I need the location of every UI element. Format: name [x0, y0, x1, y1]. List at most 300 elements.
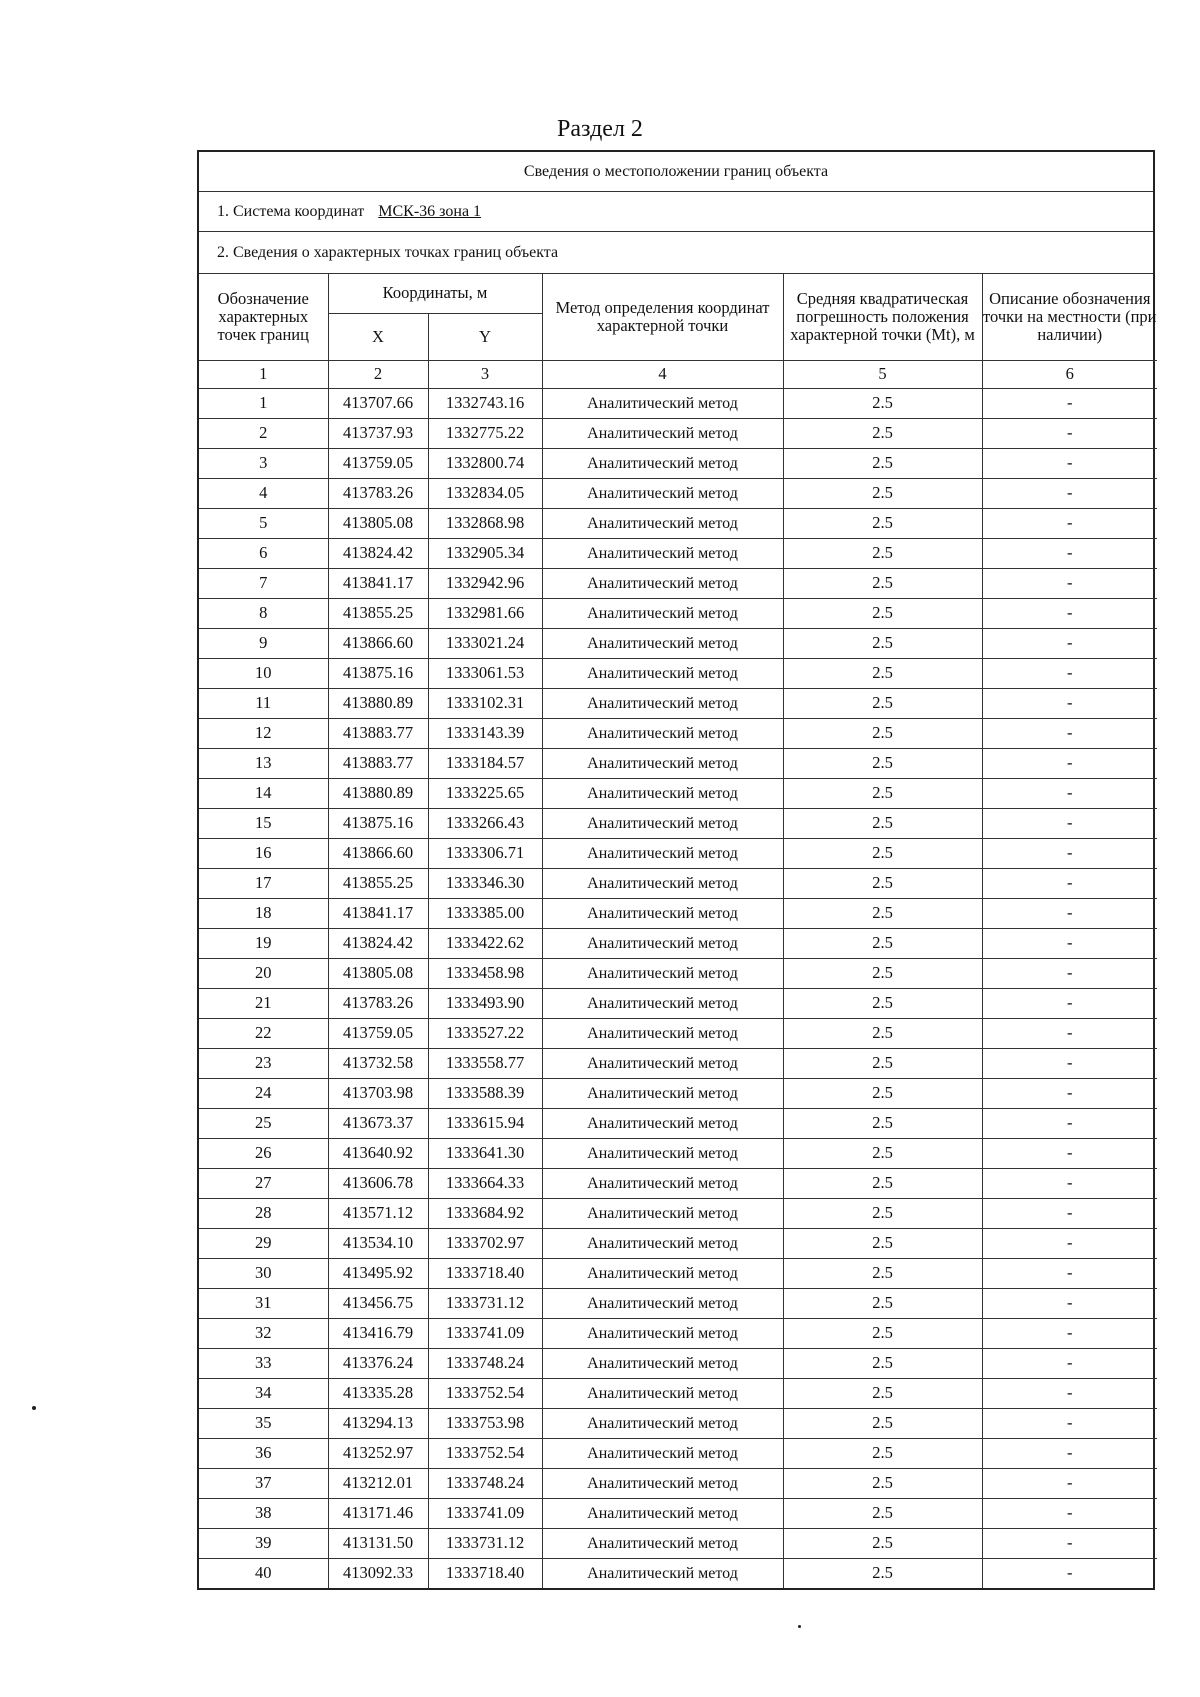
method-cell: Аналитический метод [542, 929, 783, 959]
point-number: 3 [199, 449, 328, 479]
description-value: - [982, 809, 1157, 839]
accuracy-value: 2.5 [783, 839, 982, 869]
method-cell: Аналитический метод [542, 1499, 783, 1529]
header-y: Y [428, 314, 542, 361]
coord-y: 1332868.98 [428, 509, 542, 539]
coord-y: 1332775.22 [428, 419, 542, 449]
coord-x: 413783.26 [328, 479, 428, 509]
description-value: - [982, 509, 1157, 539]
table-row [199, 389, 1157, 419]
column-number: 5 [783, 361, 982, 389]
method-cell: Аналитический метод [542, 1289, 783, 1319]
point-number: 5 [199, 509, 328, 539]
point-number: 34 [199, 1379, 328, 1409]
point-number: 8 [199, 599, 328, 629]
description-value: - [982, 389, 1157, 419]
point-number: 16 [199, 839, 328, 869]
coord-x: 413456.75 [328, 1289, 428, 1319]
header-coordinates: Координаты, м [328, 274, 542, 314]
coord-y: 1333184.57 [428, 749, 542, 779]
description-value: - [982, 839, 1157, 869]
coord-x: 413606.78 [328, 1169, 428, 1199]
coord-x: 413759.05 [328, 449, 428, 479]
coord-x: 413855.25 [328, 869, 428, 899]
description-value: - [982, 419, 1157, 449]
coord-y: 1333225.65 [428, 779, 542, 809]
method-cell: Аналитический метод [542, 1079, 783, 1109]
accuracy-value: 2.5 [783, 989, 982, 1019]
point-number: 26 [199, 1139, 328, 1169]
point-number: 24 [199, 1079, 328, 1109]
table-row [199, 479, 1157, 509]
table-row [199, 959, 1157, 989]
point-number: 36 [199, 1439, 328, 1469]
method-cell: Аналитический метод [542, 1379, 783, 1409]
coord-y: 1333741.09 [428, 1319, 542, 1349]
coord-y: 1333748.24 [428, 1469, 542, 1499]
accuracy-value: 2.5 [783, 1169, 982, 1199]
method-cell: Аналитический метод [542, 599, 783, 629]
coord-x: 413212.01 [328, 1469, 428, 1499]
description-value: - [982, 479, 1157, 509]
method-cell: Аналитический метод [542, 1259, 783, 1289]
description-value: - [982, 1079, 1157, 1109]
description-value: - [982, 1469, 1157, 1499]
description-value: - [982, 1229, 1157, 1259]
method-cell: Аналитический метод [542, 869, 783, 899]
description-value: - [982, 1529, 1157, 1559]
point-number: 20 [199, 959, 328, 989]
table-row [199, 449, 1157, 479]
accuracy-value: 2.5 [783, 1139, 982, 1169]
accuracy-value: 2.5 [783, 1079, 982, 1109]
table-row [199, 629, 1157, 659]
method-cell: Аналитический метод [542, 389, 783, 419]
coord-x: 413783.26 [328, 989, 428, 1019]
coord-y: 1333641.30 [428, 1139, 542, 1169]
accuracy-value: 2.5 [783, 749, 982, 779]
point-number: 23 [199, 1049, 328, 1079]
method-cell: Аналитический метод [542, 1319, 783, 1349]
point-number: 32 [199, 1319, 328, 1349]
coord-x: 413171.46 [328, 1499, 428, 1529]
coord-x: 413841.17 [328, 899, 428, 929]
description-value: - [982, 1049, 1157, 1079]
accuracy-value: 2.5 [783, 899, 982, 929]
coord-x: 413131.50 [328, 1529, 428, 1559]
description-value: - [982, 719, 1157, 749]
coord-x: 413495.92 [328, 1259, 428, 1289]
point-number: 39 [199, 1529, 328, 1559]
accuracy-value: 2.5 [783, 449, 982, 479]
coord-x: 413252.97 [328, 1439, 428, 1469]
coord-y: 1333527.22 [428, 1019, 542, 1049]
table-row [199, 1019, 1157, 1049]
coord-x: 413883.77 [328, 719, 428, 749]
method-cell: Аналитический метод [542, 1529, 783, 1559]
coord-y: 1333684.92 [428, 1199, 542, 1229]
point-number: 29 [199, 1229, 328, 1259]
header-accuracy: Средняя квадратическая погрешность положения характерной точки (Mt), м [783, 274, 982, 361]
coord-x: 413880.89 [328, 689, 428, 719]
point-number: 11 [199, 689, 328, 719]
description-value: - [982, 1199, 1157, 1229]
description-value: - [982, 1019, 1157, 1049]
accuracy-value: 2.5 [783, 1439, 982, 1469]
coord-x: 413855.25 [328, 599, 428, 629]
method-cell: Аналитический метод [542, 1049, 783, 1079]
table-row [199, 749, 1157, 779]
accuracy-value: 2.5 [783, 1409, 982, 1439]
header-method: Метод определения координат характерной точки [542, 274, 783, 361]
point-number: 31 [199, 1289, 328, 1319]
method-cell: Аналитический метод [542, 1439, 783, 1469]
coord-y: 1333558.77 [428, 1049, 542, 1079]
accuracy-value: 2.5 [783, 389, 982, 419]
description-value: - [982, 1559, 1157, 1589]
accuracy-value: 2.5 [783, 1019, 982, 1049]
point-number: 1 [199, 389, 328, 419]
table-row [199, 1199, 1157, 1229]
point-number: 12 [199, 719, 328, 749]
table-row [199, 1529, 1157, 1559]
coord-x: 413294.13 [328, 1409, 428, 1439]
table-row [199, 929, 1157, 959]
method-cell: Аналитический метод [542, 1469, 783, 1499]
method-cell: Аналитический метод [542, 1199, 783, 1229]
accuracy-value: 2.5 [783, 599, 982, 629]
accuracy-value: 2.5 [783, 1289, 982, 1319]
accuracy-value: 2.5 [783, 1229, 982, 1259]
method-cell: Аналитический метод [542, 809, 783, 839]
table-row [199, 1289, 1157, 1319]
accuracy-value: 2.5 [783, 1259, 982, 1289]
table-row [199, 1319, 1157, 1349]
coord-y: 1333102.31 [428, 689, 542, 719]
header-designation: Обозначение характерных точек границ [199, 274, 328, 361]
coord-system-label: 1. Система координат [217, 202, 365, 220]
table-row [199, 719, 1157, 749]
table-row [199, 509, 1157, 539]
coord-y: 1332834.05 [428, 479, 542, 509]
point-number: 2 [199, 419, 328, 449]
method-cell: Аналитический метод [542, 1409, 783, 1439]
coord-system-row [199, 192, 1153, 232]
method-cell: Аналитический метод [542, 1559, 783, 1589]
point-number: 15 [199, 809, 328, 839]
description-value: - [982, 749, 1157, 779]
coord-x: 413883.77 [328, 749, 428, 779]
point-number: 28 [199, 1199, 328, 1229]
accuracy-value: 2.5 [783, 779, 982, 809]
point-number: 40 [199, 1559, 328, 1589]
method-cell: Аналитический метод [542, 629, 783, 659]
accuracy-value: 2.5 [783, 629, 982, 659]
coord-y: 1332743.16 [428, 389, 542, 419]
accuracy-value: 2.5 [783, 1349, 982, 1379]
description-value: - [982, 899, 1157, 929]
accuracy-value: 2.5 [783, 1529, 982, 1559]
header-x: X [328, 314, 428, 361]
description-value: - [982, 569, 1157, 599]
accuracy-value: 2.5 [783, 1469, 982, 1499]
accuracy-value: 2.5 [783, 1319, 982, 1349]
description-value: - [982, 1499, 1157, 1529]
point-number: 38 [199, 1499, 328, 1529]
description-value: - [982, 599, 1157, 629]
point-number: 21 [199, 989, 328, 1019]
point-number: 27 [199, 1169, 328, 1199]
table-row [199, 1559, 1157, 1589]
coord-x: 413335.28 [328, 1379, 428, 1409]
description-value: - [982, 929, 1157, 959]
accuracy-value: 2.5 [783, 419, 982, 449]
accuracy-value: 2.5 [783, 1049, 982, 1079]
description-value: - [982, 449, 1157, 479]
accuracy-value: 2.5 [783, 959, 982, 989]
point-number: 30 [199, 1259, 328, 1289]
column-number: 6 [982, 361, 1157, 389]
coord-x: 413805.08 [328, 959, 428, 989]
coord-y: 1333061.53 [428, 659, 542, 689]
coord-x: 413673.37 [328, 1109, 428, 1139]
table-row [199, 839, 1157, 869]
method-cell: Аналитический метод [542, 479, 783, 509]
coord-x: 413416.79 [328, 1319, 428, 1349]
table-row [199, 1349, 1157, 1379]
coord-x: 413824.42 [328, 929, 428, 959]
table-row [199, 419, 1157, 449]
points-heading: 2. Сведения о характерных точках границ объекта [199, 232, 1153, 274]
coord-y: 1333346.30 [428, 869, 542, 899]
method-cell: Аналитический метод [542, 1109, 783, 1139]
coord-y: 1333753.98 [428, 1409, 542, 1439]
scan-speck [798, 1625, 801, 1628]
description-value: - [982, 1439, 1157, 1469]
method-cell: Аналитический метод [542, 569, 783, 599]
point-number: 13 [199, 749, 328, 779]
coord-x: 413376.24 [328, 1349, 428, 1379]
coord-x: 413092.33 [328, 1559, 428, 1589]
point-number: 17 [199, 869, 328, 899]
form-heading: Сведения о местоположении границ объекта [199, 152, 1153, 192]
coord-x: 413759.05 [328, 1019, 428, 1049]
description-value: - [982, 869, 1157, 899]
coord-y: 1333718.40 [428, 1559, 542, 1589]
description-value: - [982, 539, 1157, 569]
coord-x: 413805.08 [328, 509, 428, 539]
coord-y: 1333143.39 [428, 719, 542, 749]
description-value: - [982, 1139, 1157, 1169]
table-row [199, 689, 1157, 719]
method-cell: Аналитический метод [542, 959, 783, 989]
coord-y: 1332800.74 [428, 449, 542, 479]
coord-x: 413707.66 [328, 389, 428, 419]
method-cell: Аналитический метод [542, 1169, 783, 1199]
coord-y: 1333385.00 [428, 899, 542, 929]
accuracy-value: 2.5 [783, 479, 982, 509]
accuracy-value: 2.5 [783, 1199, 982, 1229]
point-number: 6 [199, 539, 328, 569]
table-row [199, 1499, 1157, 1529]
header-row [199, 274, 1157, 314]
accuracy-value: 2.5 [783, 1499, 982, 1529]
coord-x: 413866.60 [328, 629, 428, 659]
coord-y: 1333741.09 [428, 1499, 542, 1529]
column-number: 3 [428, 361, 542, 389]
table-row [199, 809, 1157, 839]
table-row [199, 599, 1157, 629]
method-cell: Аналитический метод [542, 1349, 783, 1379]
coord-x: 413703.98 [328, 1079, 428, 1109]
description-value: - [982, 1289, 1157, 1319]
description-value: - [982, 1109, 1157, 1139]
point-number: 37 [199, 1469, 328, 1499]
coord-x: 413640.92 [328, 1139, 428, 1169]
accuracy-value: 2.5 [783, 509, 982, 539]
coord-y: 1332981.66 [428, 599, 542, 629]
coord-x: 413880.89 [328, 779, 428, 809]
table-row [199, 989, 1157, 1019]
description-value: - [982, 959, 1157, 989]
description-value: - [982, 689, 1157, 719]
table-row [199, 869, 1157, 899]
coord-x: 413866.60 [328, 839, 428, 869]
method-cell: Аналитический метод [542, 1229, 783, 1259]
method-cell: Аналитический метод [542, 1139, 783, 1169]
scan-speck [32, 1406, 36, 1410]
accuracy-value: 2.5 [783, 1109, 982, 1139]
method-cell: Аналитический метод [542, 719, 783, 749]
coord-x: 413824.42 [328, 539, 428, 569]
accuracy-value: 2.5 [783, 689, 982, 719]
point-number: 19 [199, 929, 328, 959]
coord-y: 1333458.98 [428, 959, 542, 989]
table-row [199, 1139, 1157, 1169]
accuracy-value: 2.5 [783, 1379, 982, 1409]
coord-y: 1333752.54 [428, 1379, 542, 1409]
description-value: - [982, 1259, 1157, 1289]
coord-y: 1333702.97 [428, 1229, 542, 1259]
coord-y: 1333306.71 [428, 839, 542, 869]
method-cell: Аналитический метод [542, 839, 783, 869]
method-cell: Аналитический метод [542, 749, 783, 779]
description-value: - [982, 1169, 1157, 1199]
point-number: 18 [199, 899, 328, 929]
accuracy-value: 2.5 [783, 719, 982, 749]
coord-y: 1333588.39 [428, 1079, 542, 1109]
coord-y: 1332942.96 [428, 569, 542, 599]
point-number: 35 [199, 1409, 328, 1439]
method-cell: Аналитический метод [542, 509, 783, 539]
method-cell: Аналитический метод [542, 449, 783, 479]
point-number: 10 [199, 659, 328, 689]
point-number: 4 [199, 479, 328, 509]
column-number: 2 [328, 361, 428, 389]
table-row [199, 1409, 1157, 1439]
points-table [199, 274, 1157, 1588]
table-row [199, 1049, 1157, 1079]
description-value: - [982, 1349, 1157, 1379]
method-cell: Аналитический метод [542, 899, 783, 929]
coord-y: 1333615.94 [428, 1109, 542, 1139]
section-title: Раздел 2 [557, 116, 643, 142]
point-number: 22 [199, 1019, 328, 1049]
boundary-info-form [197, 150, 1155, 1590]
accuracy-value: 2.5 [783, 539, 982, 569]
coord-x: 413875.16 [328, 809, 428, 839]
coord-y: 1333266.43 [428, 809, 542, 839]
coord-y: 1333664.33 [428, 1169, 542, 1199]
point-number: 33 [199, 1349, 328, 1379]
column-number: 4 [542, 361, 783, 389]
description-value: - [982, 779, 1157, 809]
description-value: - [982, 1379, 1157, 1409]
coord-y: 1333731.12 [428, 1529, 542, 1559]
point-number: 9 [199, 629, 328, 659]
accuracy-value: 2.5 [783, 659, 982, 689]
table-row [199, 539, 1157, 569]
table-row [199, 1379, 1157, 1409]
column-numbers-row [199, 361, 1157, 389]
accuracy-value: 2.5 [783, 1559, 982, 1589]
point-number: 25 [199, 1109, 328, 1139]
coord-y: 1333718.40 [428, 1259, 542, 1289]
table-row [199, 1169, 1157, 1199]
table-row [199, 569, 1157, 599]
coord-y: 1333422.62 [428, 929, 542, 959]
coord-x: 413841.17 [328, 569, 428, 599]
table-row [199, 659, 1157, 689]
description-value: - [982, 989, 1157, 1019]
table-row [199, 1109, 1157, 1139]
coord-y: 1333493.90 [428, 989, 542, 1019]
description-value: - [982, 659, 1157, 689]
table-row [199, 1079, 1157, 1109]
table-row [199, 899, 1157, 929]
method-cell: Аналитический метод [542, 539, 783, 569]
description-value: - [982, 1409, 1157, 1439]
point-number: 7 [199, 569, 328, 599]
table-row [199, 1229, 1157, 1259]
coord-y: 1332905.34 [428, 539, 542, 569]
accuracy-value: 2.5 [783, 809, 982, 839]
coord-y: 1333752.54 [428, 1439, 542, 1469]
table-row [199, 1259, 1157, 1289]
coord-x: 413875.16 [328, 659, 428, 689]
coord-x: 413571.12 [328, 1199, 428, 1229]
column-number: 1 [199, 361, 328, 389]
method-cell: Аналитический метод [542, 659, 783, 689]
accuracy-value: 2.5 [783, 929, 982, 959]
coord-system-value: МСК-36 зона 1 [378, 202, 482, 220]
method-cell: Аналитический метод [542, 989, 783, 1019]
point-number: 14 [199, 779, 328, 809]
coord-y: 1333731.12 [428, 1289, 542, 1319]
table-row [199, 1469, 1157, 1499]
method-cell: Аналитический метод [542, 419, 783, 449]
coord-y: 1333748.24 [428, 1349, 542, 1379]
description-value: - [982, 629, 1157, 659]
accuracy-value: 2.5 [783, 569, 982, 599]
coord-x: 413534.10 [328, 1229, 428, 1259]
header-description: Описание обозначения точки на местности (при наличии) [982, 274, 1157, 361]
accuracy-value: 2.5 [783, 869, 982, 899]
coord-x: 413732.58 [328, 1049, 428, 1079]
coord-y: 1333021.24 [428, 629, 542, 659]
table-row [199, 1439, 1157, 1469]
method-cell: Аналитический метод [542, 779, 783, 809]
